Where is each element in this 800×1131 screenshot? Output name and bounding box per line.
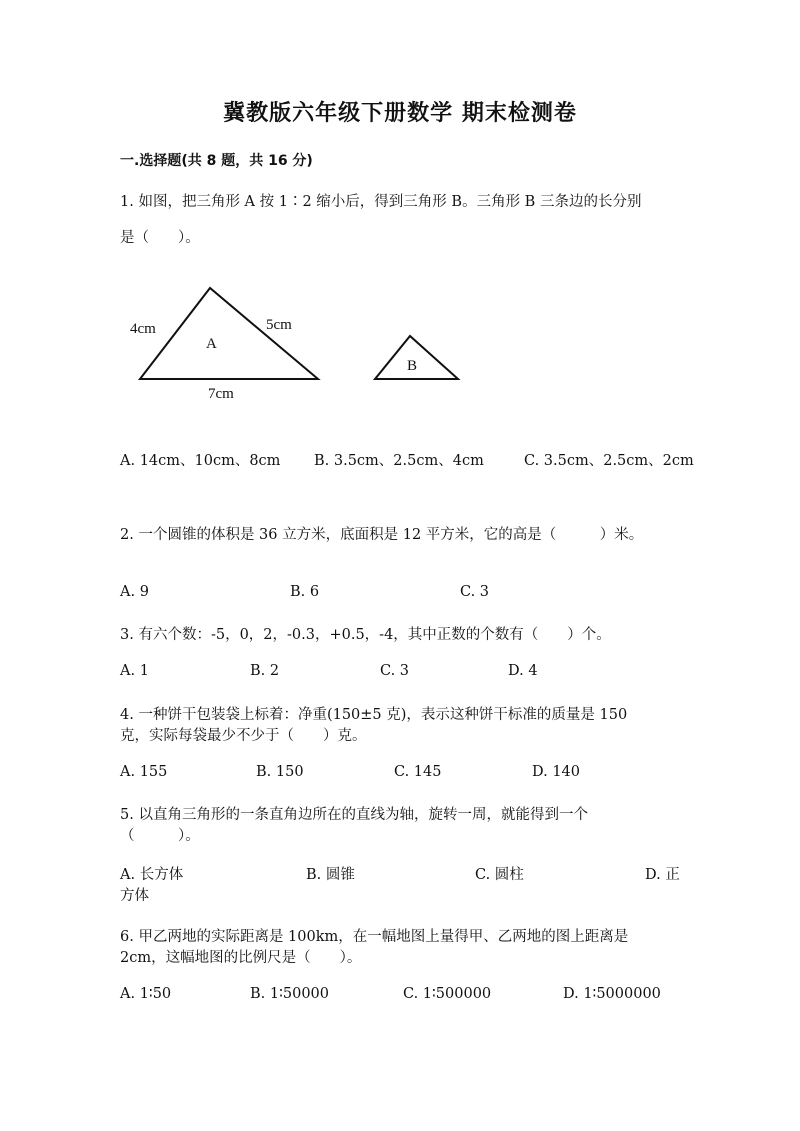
question-3-option-a[interactable]: A. 1 bbox=[120, 663, 149, 679]
question-3-option-d[interactable]: D. 4 bbox=[508, 663, 538, 679]
triangle-a-label: A bbox=[206, 336, 217, 352]
question-3-option-c[interactable]: C. 3 bbox=[380, 663, 410, 679]
section-heading: 一.选择题(共 8 题，共 16 分) bbox=[120, 153, 313, 169]
question-1-option-b[interactable]: B. 3.5cm、2.5cm、4cm bbox=[314, 453, 484, 469]
question-2-option-c[interactable]: C. 3 bbox=[460, 584, 490, 600]
triangle-a-left-side-label: 4cm bbox=[130, 321, 156, 337]
question-6-text-line-2: 2cm，这幅地图的比例尺是（ ）。 bbox=[120, 950, 362, 966]
question-1-text-line-2: 是（ ）。 bbox=[120, 230, 200, 246]
question-5-option-d[interactable]: D. 正 bbox=[645, 867, 680, 883]
page-title: 冀教版六年级下册数学 期末检测卷 bbox=[223, 101, 577, 126]
question-3-text: 3. 有六个数：-5，0，2，-0.3，+0.5，-4，其中正数的个数有（ ）个。 bbox=[120, 627, 611, 643]
question-6-option-b[interactable]: B. 1∶50000 bbox=[250, 986, 329, 1002]
question-4-option-d[interactable]: D. 140 bbox=[532, 764, 581, 780]
question-6-text-line-1: 6. 甲乙两地的实际距离是 100km，在一幅地图上量得甲、乙两地的图上距离是 bbox=[120, 929, 629, 945]
triangle-a-bottom-side-label: 7cm bbox=[208, 386, 234, 402]
question-5-text-line-2: （ ）。 bbox=[120, 828, 200, 844]
question-1-option-c[interactable]: C. 3.5cm、2.5cm、2cm bbox=[524, 453, 694, 469]
question-5-option-d-continued: 方体 bbox=[120, 888, 149, 904]
question-4-text-line-2: 克，实际每袋最少不少于（ ）克。 bbox=[120, 728, 367, 744]
question-1-text-line-1: 1. 如图，把三角形 A 按 1∶2 缩小后，得到三角形 B。三角形 B 三条边的长分别 bbox=[120, 194, 642, 210]
question-3-option-b[interactable]: B. 2 bbox=[250, 663, 280, 679]
question-2-option-b[interactable]: B. 6 bbox=[290, 584, 320, 600]
question-5-text-line-1: 5. 以直角三角形的一条直角边所在的直线为轴，旋转一周，就能得到一个 bbox=[120, 807, 588, 823]
triangles-figure bbox=[120, 280, 480, 410]
question-4-option-c[interactable]: C. 145 bbox=[394, 764, 442, 780]
question-5-option-c[interactable]: C. 圆柱 bbox=[475, 867, 524, 883]
question-4-option-b[interactable]: B. 150 bbox=[256, 764, 304, 780]
triangle-b-label: B bbox=[407, 358, 418, 374]
question-6-option-c[interactable]: C. 1∶500000 bbox=[403, 986, 492, 1002]
question-2-text: 2. 一个圆锥的体积是 36 立方米，底面积是 12 平方米，它的高是（ ）米。 bbox=[120, 527, 644, 543]
triangle-a bbox=[140, 288, 318, 379]
triangle-a-right-side-label: 5cm bbox=[266, 317, 292, 333]
question-4-option-a[interactable]: A. 155 bbox=[120, 764, 168, 780]
question-6-option-a[interactable]: A. 1∶50 bbox=[120, 986, 172, 1002]
question-1-option-a[interactable]: A. 14cm、10cm、8cm bbox=[120, 453, 281, 469]
question-6-option-d[interactable]: D. 1∶5000000 bbox=[563, 986, 661, 1002]
question-2-option-a[interactable]: A. 9 bbox=[120, 584, 149, 600]
question-5-option-b[interactable]: B. 圆锥 bbox=[306, 867, 355, 883]
question-4-text-line-1: 4. 一种饼干包装袋上标着：净重(150±5 克)，表示这种饼干标准的质量是 150 bbox=[120, 707, 628, 723]
question-5-option-a[interactable]: A. 长方体 bbox=[120, 867, 184, 883]
